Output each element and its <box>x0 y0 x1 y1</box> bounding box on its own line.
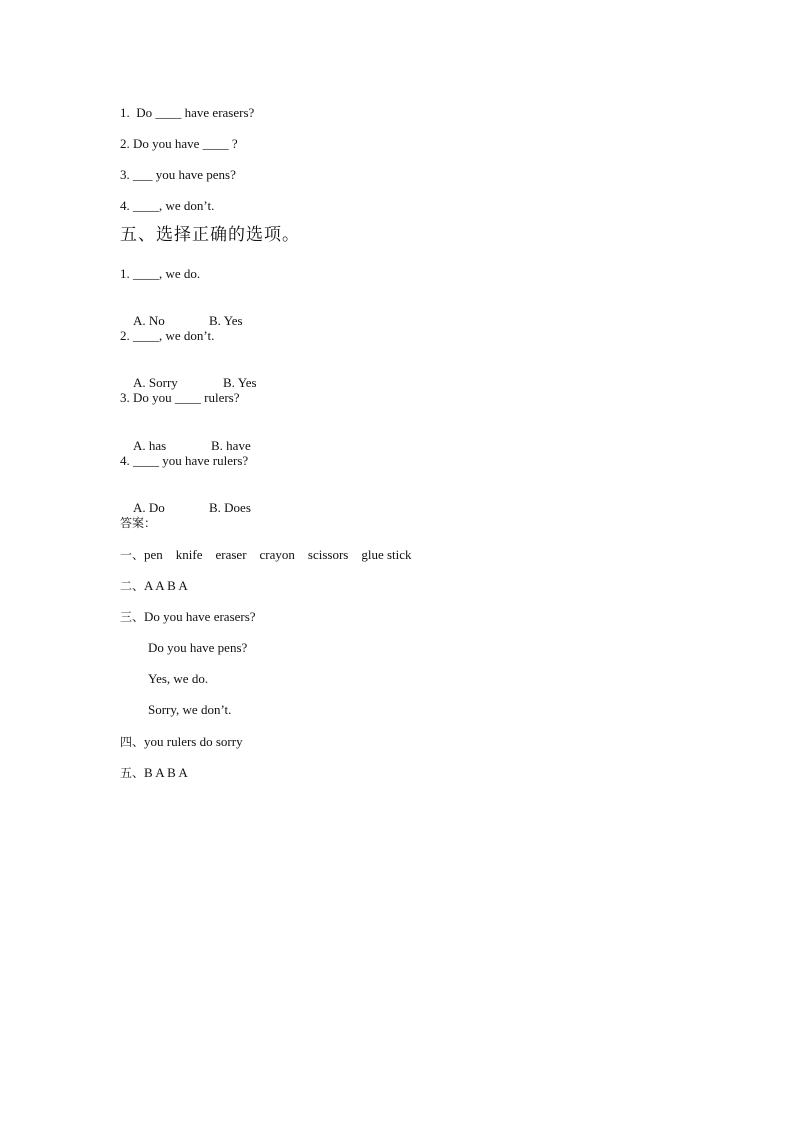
answer-row-4 <box>120 734 243 750</box>
answer-row-3-line-2: Do you have pens? <box>148 640 248 655</box>
answers-label: 答案： <box>120 516 157 530</box>
answer-prefix: 三、 <box>120 610 145 624</box>
answer-row-1 <box>120 547 412 563</box>
option-a: A. Do <box>133 500 165 515</box>
choice-question-3: 3. Do you ____ rulers? <box>120 390 240 405</box>
answer-row-2 <box>120 578 188 594</box>
answer-text: pen knife eraser crayon scissors glue stick <box>144 547 412 562</box>
choice-question-4: 4. ____ you have rulers? <box>120 453 249 468</box>
answer-row-3-line-3: Yes, we do. <box>148 671 209 686</box>
option-a: A. has <box>133 438 167 453</box>
answer-row-5 <box>120 765 188 781</box>
option-b: B. Does <box>209 500 251 515</box>
answer-prefix: 四、 <box>120 735 145 749</box>
answer-prefix: 一、 <box>120 548 145 562</box>
answer-row-3-line-4: Sorry, we don’t. <box>148 702 232 717</box>
option-b: B. Yes <box>223 375 257 390</box>
fill-question-1: 1. Do ____ have erasers? <box>120 105 255 120</box>
answer-text: B A B A <box>144 765 188 780</box>
option-a: A. No <box>133 313 165 328</box>
option-a: A. Sorry <box>133 375 178 390</box>
section-five-heading: 五、选择正确的选项。 <box>120 225 300 245</box>
option-b: B. have <box>211 438 251 453</box>
answer-prefix: 五、 <box>120 766 145 780</box>
fill-question-2: 2. Do you have ____ ? <box>120 136 238 151</box>
answer-row-3 <box>120 609 256 625</box>
answer-text: Do you have erasers? <box>144 609 256 624</box>
answer-text: you rulers do sorry <box>144 734 243 749</box>
option-b: B. Yes <box>209 313 243 328</box>
answer-prefix: 二、 <box>120 579 145 593</box>
choice-question-2: 2. ____, we don’t. <box>120 328 215 343</box>
fill-question-3: 3. ___ you have pens? <box>120 167 236 182</box>
fill-question-4: 4. ____, we don’t. <box>120 198 215 213</box>
choice-question-1: 1. ____, we do. <box>120 266 201 281</box>
answer-text: A A B A <box>144 578 188 593</box>
